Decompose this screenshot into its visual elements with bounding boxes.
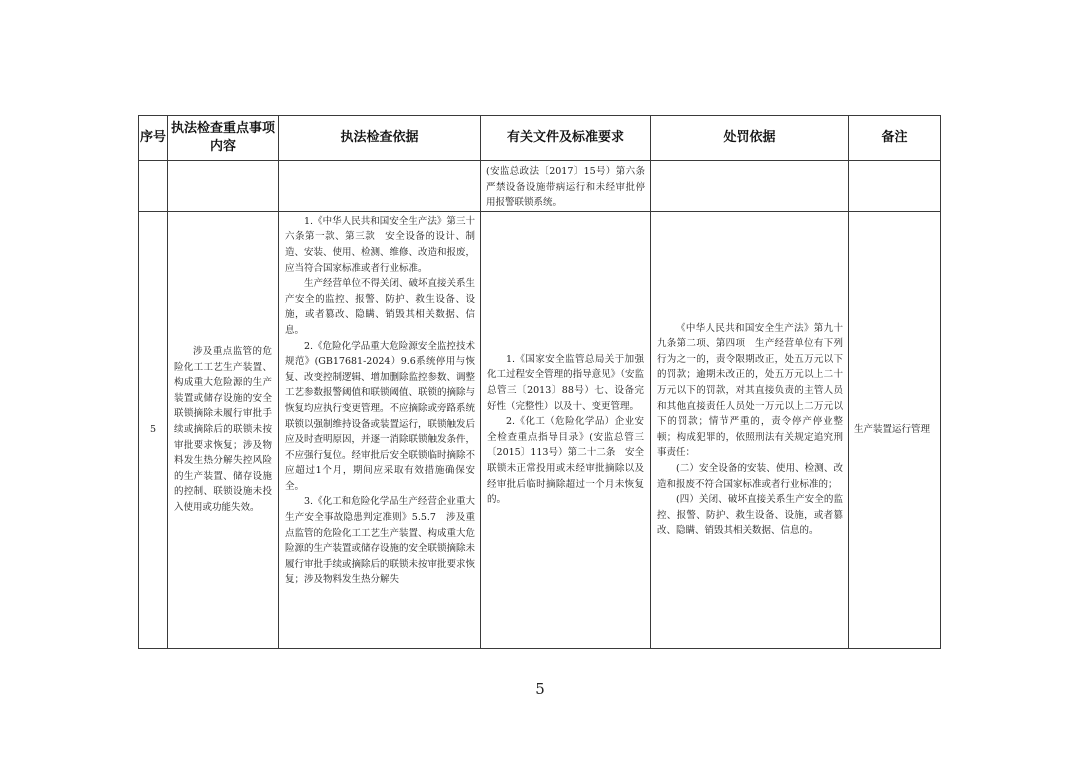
row-5-seq: 5 (139, 211, 168, 648)
basis-paragraph: 1.《中华人民共和国安全生产法》第三十六条第一款、第三款 安全设备的设计、制造、安装、使用、检测、维修、改造和报废，应当符合国家标准或者行业标准。 (285, 215, 476, 274)
header-focus: 执法检查重点事项内容 (168, 116, 279, 161)
cont-docs-text: (安监总政法〔2017〕15号）第六条严禁设备设施带病运行和未经审批停用报警联锁系统。 (486, 166, 645, 209)
cont-basis-cell (279, 161, 481, 212)
docs-paragraph: 1.《国家安全监管总局关于加强化工过程安全管理的指导意见》（安监总管三〔2013〕88号）七、设备完好性（完整性）以及十、变更管理。 (487, 353, 644, 412)
row-5-remarks-text: 生产装置运行管理 (854, 423, 931, 435)
penalty-paragraph: 《中华人民共和国安全生产法》第九十九条第二项、第四项 生产经营单位有下列行为之一的，责令限期改正，处五万元以下的罚款；逾期未改正的，处五万元以上二十万元以下的罚款，对其直接负责的主管人员和其他直接责任人员处一万元以上二万元以下的罚款；情节严重的，责令停产停业整顿；构成犯罪的，依照刑法有关规定追究刑事责任： (657, 322, 843, 459)
penalty-paragraph: (二）安全设备的安装、使用、检测、改造和报废不符合国家标准或者行业标准的； (657, 462, 843, 490)
header-basis: 执法检查依据 (279, 116, 481, 161)
cont-seq-cell (139, 161, 168, 212)
header-remarks: 备注 (849, 116, 941, 161)
basis-paragraph: 3.《化工和危险化学品生产经营企业重大生产安全事故隐患判定准则》5.5.7 涉及重点监管的危险化工工艺生产装置、构成重大危险源的生产装置或储存设施的安全联锁摘除未履行审批手续或摘除后的联锁未按审批要求恢复；涉及物料发生热分解失 (285, 496, 476, 586)
cont-docs-cell (481, 161, 651, 212)
docs-paragraph: 2.《化工（危险化学品）企业安全检查重点指导目录》(安监总管三〔2015〕113号）第二十二条 安全联锁未正常投用或未经审批摘除以及经审批后临时摘除超过一个月未恢复的。 (487, 416, 644, 506)
cont-remarks-cell (849, 161, 941, 212)
row-5-focus (168, 211, 279, 648)
row-5-focus-text: 涉及重点监管的危险化工工艺生产装置、构成重大危险源的生产装置或储存设施的安全联锁摘除未履行审批手续或摘除后的联锁未按审批要求恢复；涉及物料发生热分解失控风险的生产装置、储存设施的控制、联锁设施未投入使用或功能失效。 (174, 346, 272, 513)
header-seq: 序号 (139, 116, 168, 161)
table-row-5 (139, 211, 941, 648)
row-5-docs (481, 211, 651, 648)
header-penalty: 处罚依据 (651, 116, 849, 161)
enforcement-table (138, 115, 941, 649)
page-number: 5 (535, 680, 545, 698)
table-row-continuation (139, 161, 941, 212)
header-docs: 有关文件及标准要求 (481, 116, 651, 161)
row-5-remarks (849, 211, 941, 648)
cont-penalty-cell (651, 161, 849, 212)
row-5-penalty (651, 211, 849, 648)
basis-paragraph: 2.《危险化学品重大危险源安全监控技术规范》(GB17681-2024）9.6系统停用与恢复、改变控制逻辑、增加删除监控参数、调整工艺参数报警阈值和联锁阈值、联锁的摘除与恢复均应执行变更管理。不应摘除或旁路系统联锁以强制维持设备或装置运行，联锁触发后应及时查明原因，并逐一消除联锁触发条件，不应强行复位。经审批后安全联锁临时摘除不应超过1个月，期间应采取有效措施确保安全。 (285, 340, 476, 492)
table-header-row (139, 116, 941, 161)
penalty-paragraph: (四）关闭、破坏直接关系生产安全的监控、报警、防护、救生设备、设施，或者篡改、隐瞒、销毁其相关数据、信息的。 (657, 494, 843, 537)
basis-paragraph: 生产经营单位不得关闭、破坏直接关系生产安全的监控、报警、防护、救生设备、设施，或者篡改、隐瞒、销毁其相关数据、信息。 (285, 278, 476, 336)
row-5-basis (279, 211, 481, 648)
cont-focus-cell (168, 161, 279, 212)
